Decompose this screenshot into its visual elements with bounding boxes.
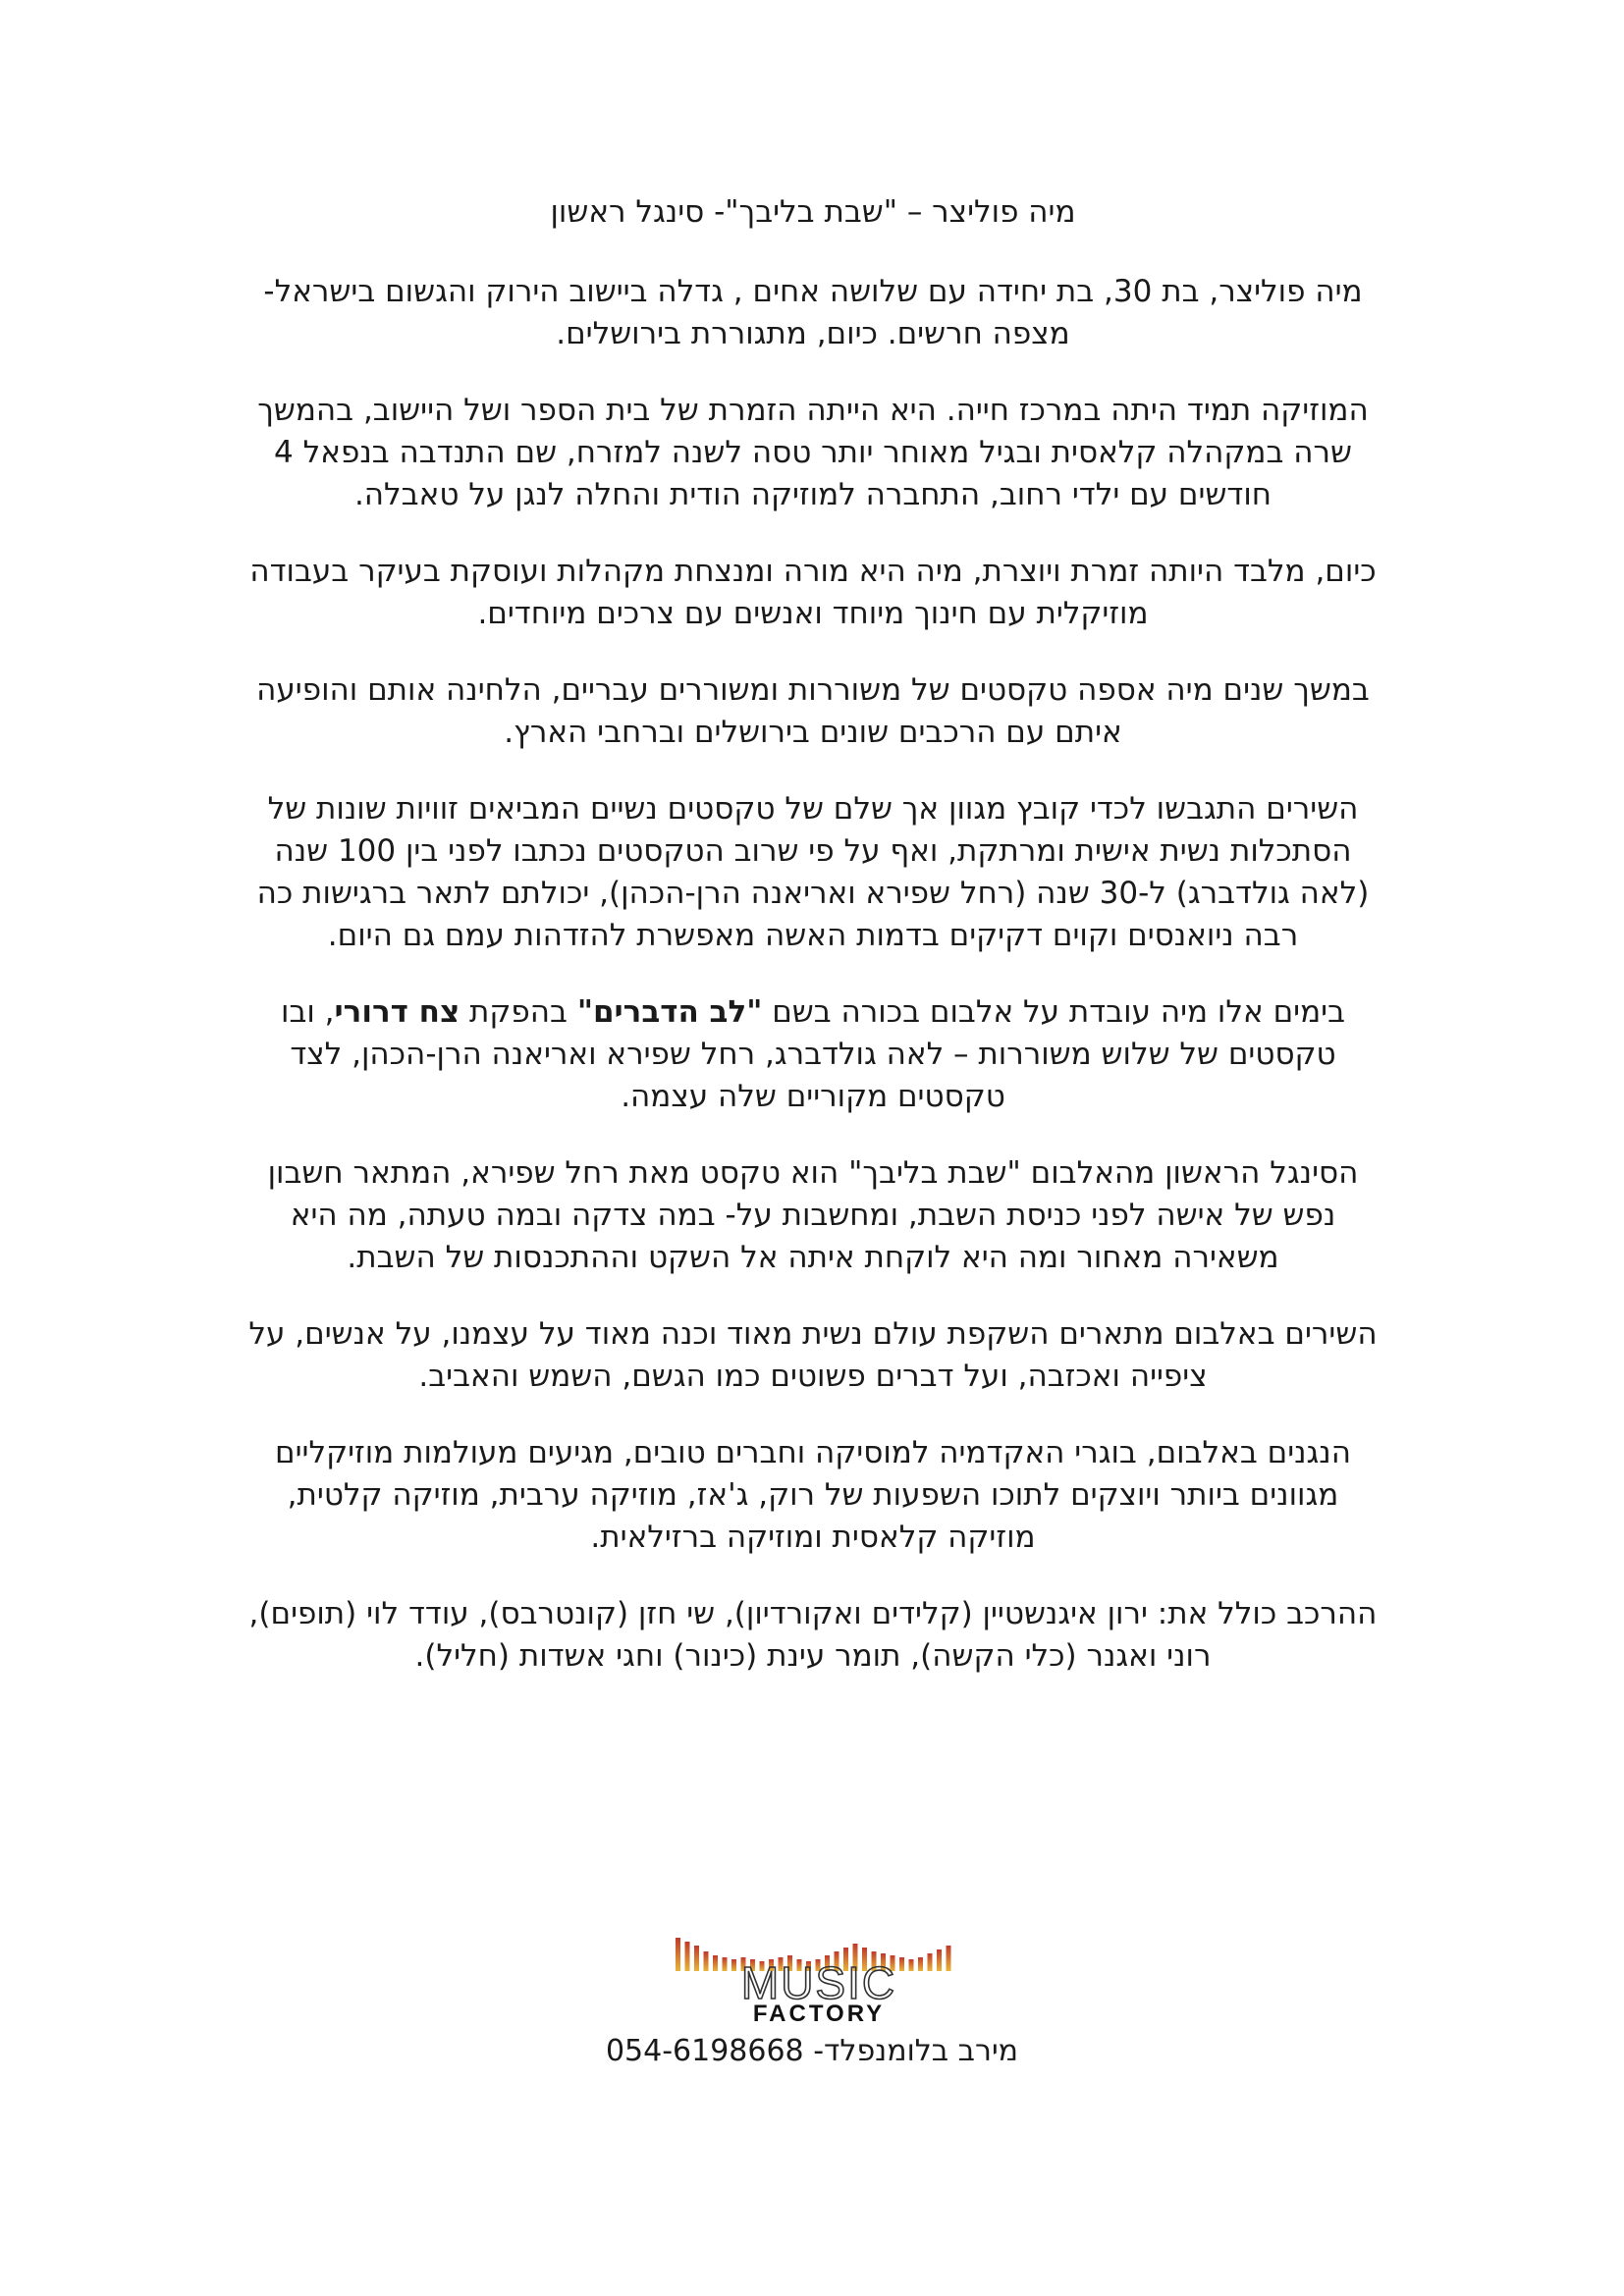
logo-bar <box>909 1959 914 1971</box>
logo-bar <box>704 1951 709 1971</box>
contact-line: מירב בלומנפלד- 054-6198668 <box>605 2034 1019 2068</box>
producer-name: צח דרורי <box>334 994 460 1030</box>
paragraph-current-work: כיום, מלבד היותה זמרת ויוצרת, מיה היא מורה ומנצחת מקהלות ועוסקת בעיקר בעבודה מוזיקלית עם חינוך מיוחד ואנשים עם צרכים מיוחדים. <box>249 554 1377 631</box>
logo-bar <box>713 1955 718 1971</box>
logo-bar <box>918 1957 923 1971</box>
paragraph-texts-collection: במשך שנים מיה אספה טקסטים של משוררות ומשוררים עבריים, הלחינה אותם והופיעה איתם עם הרכבים שונים בירושלים וברחבי הארץ. <box>256 672 1370 750</box>
album-text-part1: בימים אלו מיה עובדת על אלבום בכורה בשם <box>762 994 1345 1030</box>
logo-factory-text: FACTORY <box>752 2001 886 2022</box>
logo-bar <box>676 1938 680 1971</box>
paragraph-album-themes: השירים באלבום מתארים השקפת עולם נשית מאוד וכנה מאוד על עצמנו, על אנשים, על ציפייה ואכזבה, ועל דברים פשוטים כמו הגשם, השמש והאביב. <box>248 1316 1378 1394</box>
logo-music-text: MUSIC <box>740 1957 897 2008</box>
paragraph-music-background: המוזיקה תמיד היתה במרכז חייה. היא הייתה הזמרת של בית הספר ושל היישוב, בהמשך שרה במקהלה קלאסית ובגיל מאוחר יותר טסה לשנה למזרח, שם התנדבה בנפאל 4 חודשים עם ילדי רחוב, התחברה למוזיקה הודית והחלה לנגן על טאבלה. <box>257 393 1369 512</box>
logo-bar <box>928 1953 933 1971</box>
paragraph-album <box>244 991 1382 1118</box>
paragraph-ensemble: ההרכב כולל את: ירון איגנשטיין (קלידים ואקורדיון), שי חזן (קונטרבס), עודד לוי (תופים), רוני ואגנר (כלי הקשה), תומר עינת (כינור) וחגי אשדות (חליל). <box>248 1596 1378 1674</box>
page-title: מיה פוליצר – "שבת בליבך"- סינגל ראשון <box>550 194 1076 230</box>
album-text-part3: , ובו טקסטים של שלוש משוררות – לאה גולדברג, רחל שפירא ואריאנה הרן-הכהן, לצד טקסטים מקוריים שלה עצמה. <box>281 994 1336 1114</box>
album-text-part2: בהפקת <box>460 994 577 1030</box>
paragraph-first-single: הסינגל הראשון מהאלבום "שבת בליבך" הוא טקסט מאת רחל שפירא, המתאר חשבון נפש של אישה לפני כניסת השבת, ומחשבות על- במה צדקה ובמה טעתה, מה היא משאירה מאחור ומה היא לוקחת איתה אל השקט וההתכנסות של השבת. <box>267 1155 1359 1275</box>
album-name: "לב הדברים" <box>576 994 763 1030</box>
logo-bar <box>685 1942 690 1971</box>
press-release-body <box>244 191 1382 1712</box>
paragraph-musicians: הנגנים באלבום, בוגרי האקדמיה למוסיקה וחברים טובים, מגיעים מעולמות מוזיקליים מגוונים ביותר ויוצקים לתוכו השפעות של רוק, ג'אז, מוזיקה ערבית, מוזיקה קלטית, מוזיקה קלאסית ומוזיקה ברזילאית. <box>275 1435 1351 1555</box>
paragraph-songs-description: השירים התגבשו לכדי קובץ מגוון אך שלם של טקסטים נשיים המביאים זוויות שונות של הסתכלות נשית אישית ומרתקת, ואף על פי שרוב הטקסטים נכתבו לפני בין 100 שנה (לאה גולדברג) ל-30 שנה (רחל שפירא ואריאנה הרן-הכהן), יכולתם לתאר ברגישות כה רבה ניואנסים וקוים דקיקים בדמות האשה מאפשרת להזדהות עמם גם היום. <box>256 791 1370 953</box>
paragraph-intro: מיה פוליצר, בת 30, בת יחידה עם שלושה אחים , גדלה ביישוב הירוק והגשום בישראל- מצפה חרשים. כיום, מתגוררת בירושלים. <box>263 274 1363 351</box>
logo-bar <box>899 1957 904 1971</box>
logo-bar <box>937 1949 942 1971</box>
logo-bar <box>723 1957 728 1971</box>
logo-bar <box>694 1946 699 1971</box>
logo-bar <box>731 1959 736 1971</box>
logo-bar <box>947 1946 951 1971</box>
music-factory-logo <box>672 1932 966 2022</box>
